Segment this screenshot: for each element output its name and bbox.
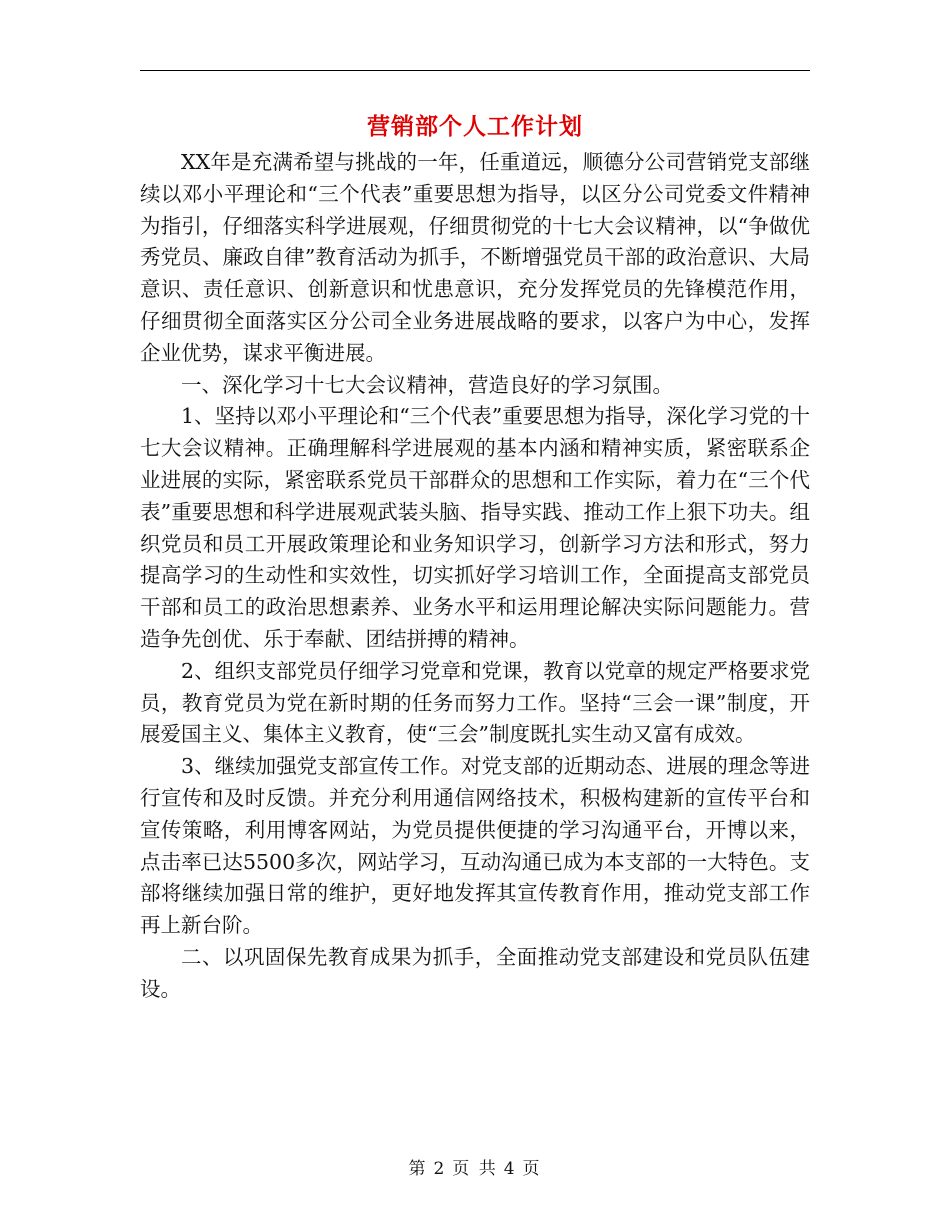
page-footer (0, 1154, 950, 1179)
footer-prefix: 第 (408, 1159, 428, 1179)
header-rule (140, 70, 810, 71)
section-heading-2: 二、以巩固保先教育成果为抓手，全面推动党支部建设和党员队伍建设。 (140, 944, 810, 1001)
document-body (140, 147, 810, 1006)
page-number: 2 (433, 1159, 447, 1179)
paragraph-intro: XX年是充满希望与挑战的一年，任重道远，顺德分公司营销党支部继续以邓小平理论和“三个代表”重要思想为指导，以区分公司党委文件精神为指引，仔细落实科学进展观，仔细贯彻党的十七大会议精神，以“争做优秀党员、廉政自律”教育活动为抓手，不断增强党员干部的政治意识、大局意识、责任意识、创新意识和忧患意识，充分发挥党员的先锋模范作用，仔细贯彻全面落实区分公司全业务进展战略的要求，以客户为中心，发挥企业优势，谋求平衡进展。 (140, 150, 810, 365)
section-heading-1: 一、深化学习十七大会议精神，营造良好的学习氛围。 (181, 372, 673, 397)
paragraph-item-3: 3、继续加强党支部宣传工作。对党支部的近期动态、进展的理念等进行宣传和及时反馈。并充分利用通信网络技术，积极构建新的宣传平台和宣传策略，利用博客网站，为党员提供便捷的学习沟通平台，开博以来，点击率已达5500多次，网站学习，互动沟通已成为本支部的一大特色。支部将继续加强日常的维护，更好地发挥其宣传教育作用，推动党支部工作再上新台阶。 (140, 754, 810, 938)
paragraph-item-2: 2、组织支部党员仔细学习党章和党课，教育以党章的规定严格要求党员，教育党员为党在新时期的任务而努力工作。坚持“三会一课”制度，开展爱国主义、集体主义教育，使“三会”制度既扎实生动又富有成效。 (140, 658, 810, 747)
footer-middle: 页 共 (452, 1159, 498, 1179)
footer-suffix: 页 (522, 1159, 542, 1179)
paragraph-item-1: 1、坚持以邓小平理论和“三个代表”重要思想为指导，深化学习党的十七大会议精神。正确理解科学进展观的基本内涵和精神实质，紧密联系企业进展的实际，紧密联系党员干部群众的思想和工作实际，着力在“三个代表”重要思想和科学进展观武装头脑、指导实践、推动工作上狠下功夫。组织党员和员工开展政策理论和业务知识学习，创新学习方法和形式，努力提高学习的生动性和实效性，切实抓好学习培训工作，全面提高支部党员干部和员工的政治思想素养、业务水平和运用理论解决实际问题能力。营造争先创优、乐于奉献、团结拼搏的精神。 (140, 404, 810, 651)
page-total: 4 (503, 1159, 517, 1179)
document-title: 营销部个人工作计划 (367, 114, 583, 140)
